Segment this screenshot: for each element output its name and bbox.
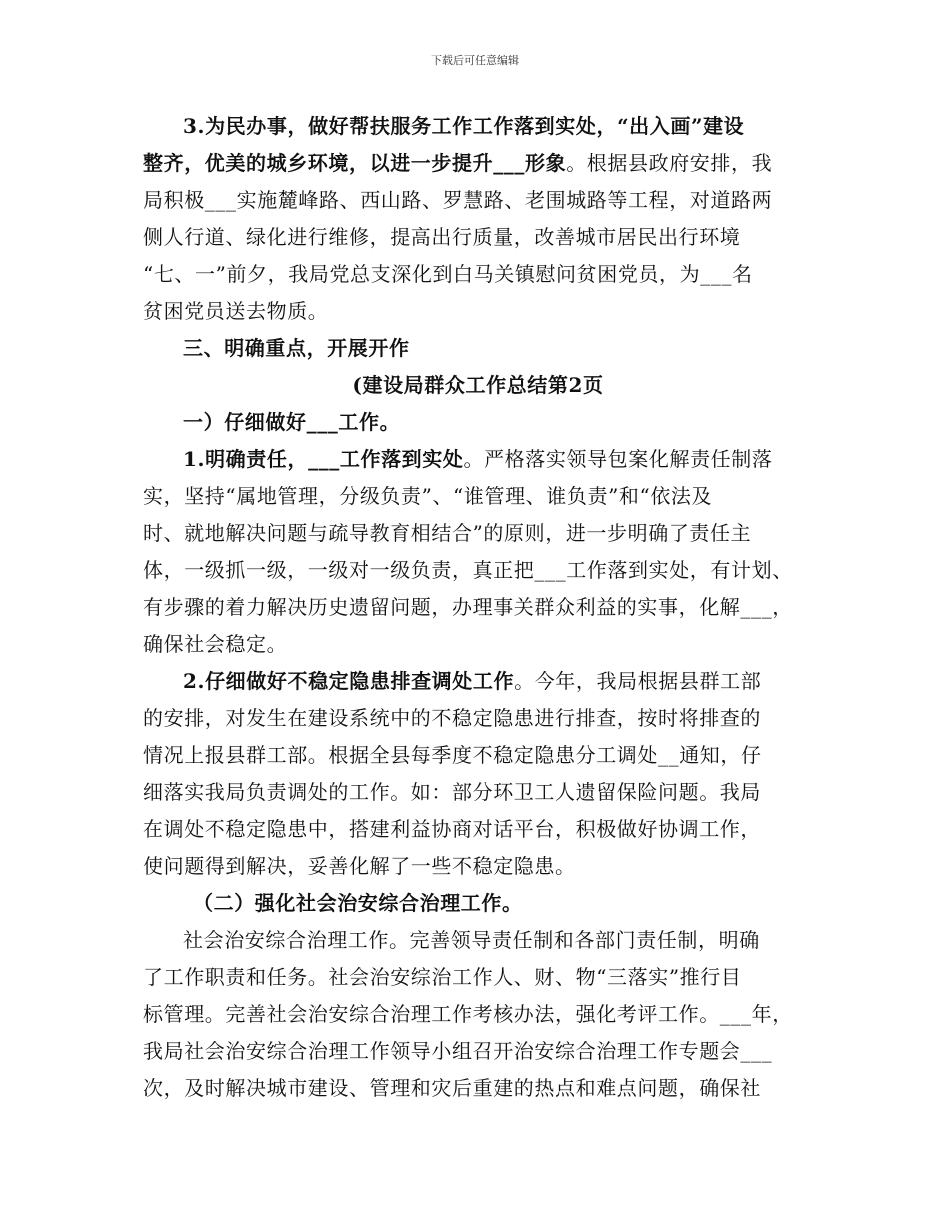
paragraph-line bbox=[143, 145, 813, 182]
paragraph-line: 次，及时解决城市建设、管理和灾后重建的热点和难点问题，确保社 bbox=[143, 1076, 761, 1100]
paragraph-line: 3.为民办事，做好帮扶服务工作工作落到实处，“出入画”建设 bbox=[183, 114, 745, 138]
bold-lead-text: 2.仔细做好不稳定隐患排查调处工作 bbox=[183, 669, 515, 693]
paragraph-line: 有步骤的着力解决历史遗留问题，办理事关群众利益的实事，化解___， bbox=[143, 595, 793, 619]
body-text: 。根据县政府安排，我 bbox=[566, 151, 773, 175]
paragraph-line: “七、一”前夕，我局党总支深化到白马关镇慰问贫困党员，为___名 bbox=[143, 262, 753, 286]
paragraph-line: 侧人行道、绿化进行维修，提高出行质量，改善城市居民出行环境 bbox=[143, 225, 741, 249]
paragraph-line: 细落实我局负责调处的工作。如：部分环卫工人遗留保险问题。我局 bbox=[143, 780, 761, 804]
section-heading: 三、明确重点，开展开作 bbox=[183, 336, 410, 360]
bold-lead-text: 整齐，优美的城乡环境，以进一步提升___形象 bbox=[143, 151, 567, 175]
paragraph-line: 使问题得到解决，妥善化解了一些不稳定隐患。 bbox=[143, 854, 576, 878]
paragraph-line: 社会治安综合治理工作。完善领导责任制和各部门责任制，明确 bbox=[183, 928, 760, 952]
page-title: (建设局群众工作总结第2页 bbox=[352, 373, 604, 397]
bold-lead-text: 1.明确责任，___工作落到实处 bbox=[183, 447, 464, 471]
paragraph-line: 体，一级抓一级，一级对一级负责，真正把___工作落到实处，有计划、 bbox=[143, 558, 793, 582]
paragraph-line: 实，坚持“属地管理，分级负责”、“谁管理、谁负责”和“依法及 bbox=[143, 484, 713, 508]
paragraph-line: 的安排，对发生在建设系统中的不稳定隐患进行排查，按时将排查的 bbox=[143, 706, 761, 730]
body-text: 。今年，我局根据县群工部 bbox=[514, 669, 762, 693]
paragraph-line bbox=[143, 441, 813, 478]
paragraph-line: 在调处不稳定隐患中，搭建利益协商对话平台，积极做好协调工作， bbox=[143, 817, 761, 841]
subsection-heading: 一）仔细做好___工作。 bbox=[183, 410, 401, 434]
paragraph-line: 时、就地解决问题与疏导教育相结合”的原则，进一步明确了责任主 bbox=[143, 521, 752, 545]
paragraph-line: 确保社会稳定。 bbox=[143, 632, 288, 656]
paragraph-line bbox=[143, 663, 813, 700]
document-body bbox=[143, 108, 813, 1107]
paragraph-line: 标管理。完善社会治安综合治理工作考核办法，强化考评工作。___年， bbox=[143, 1002, 793, 1026]
subsection-heading: （二）强化社会治安综合治理工作。 bbox=[193, 891, 523, 915]
paragraph-line: 局积极___实施麓峰路、西山路、罗慧路、老围城路等工程，对道路两 bbox=[143, 188, 773, 212]
body-text: 。严格落实领导包案化解责任制落 bbox=[463, 447, 773, 471]
page-header-note: 下载后可任意编辑 bbox=[431, 54, 519, 67]
paragraph-line: 了工作职责和任务。社会治安综治工作人、财、物“三落实”推行目 bbox=[143, 965, 742, 989]
paragraph-line: 情况上报县群工部。根据全县每季度不稳定隐患分工调处__通知，仔 bbox=[143, 743, 762, 767]
paragraph-line: 贫困党员送去物质。 bbox=[143, 299, 329, 323]
paragraph-line: 我局社会治安综合治理工作领导小组召开治安综合治理工作专题会___ bbox=[143, 1039, 773, 1063]
